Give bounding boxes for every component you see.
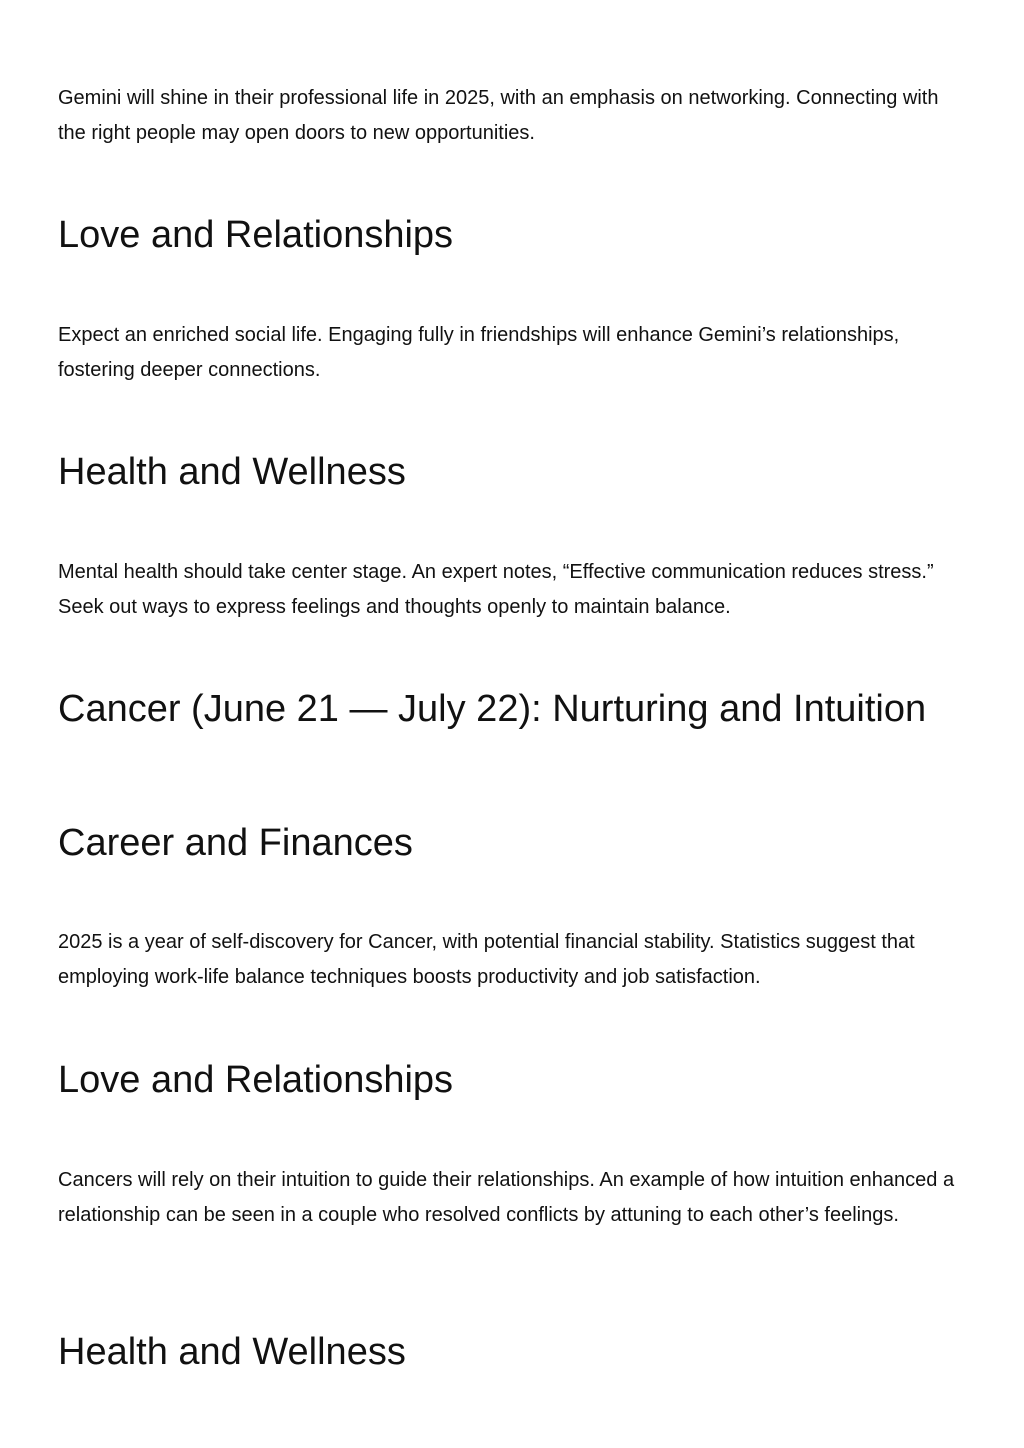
cancer-section-heading: Cancer (June 21 — July 22): Nurturing and Intuition: [58, 688, 927, 730]
gemini-love-heading: Love and Relationships: [58, 214, 454, 256]
gemini-career-paragraph: Gemini will shine in their professional life in 2025, with an emphasis on networking. Connecting with the right people may open doors to new opportunities.: [58, 87, 939, 144]
cancer-career-paragraph: 2025 is a year of self-discovery for Cancer, with potential financial stability. Statistics suggest that employing work-life balance techniques boosts productivity and job satisfaction.: [58, 931, 915, 988]
cancer-love-paragraph: Cancers will rely on their intuition to guide their relationships. An example of how intuition enhanced a relationship can be seen in a couple who resolved conflicts by attuning to each other’s feelings.: [58, 1169, 955, 1226]
gemini-love-paragraph: Expect an enriched social life. Engaging fully in friendships will enhance Gemini’s relationships, fostering deeper connections.: [58, 324, 900, 381]
cancer-health-heading: Health and Wellness: [58, 1331, 406, 1373]
cancer-career-heading: Career and Finances: [58, 822, 413, 864]
gemini-health-paragraph: Mental health should take center stage. An expert notes, “Effective communication reduces stress.” Seek out ways to express feelings and thoughts openly to maintain balance.: [58, 561, 934, 618]
cancer-love-heading: Love and Relationships: [58, 1059, 454, 1101]
gemini-health-heading: Health and Wellness: [58, 451, 406, 493]
